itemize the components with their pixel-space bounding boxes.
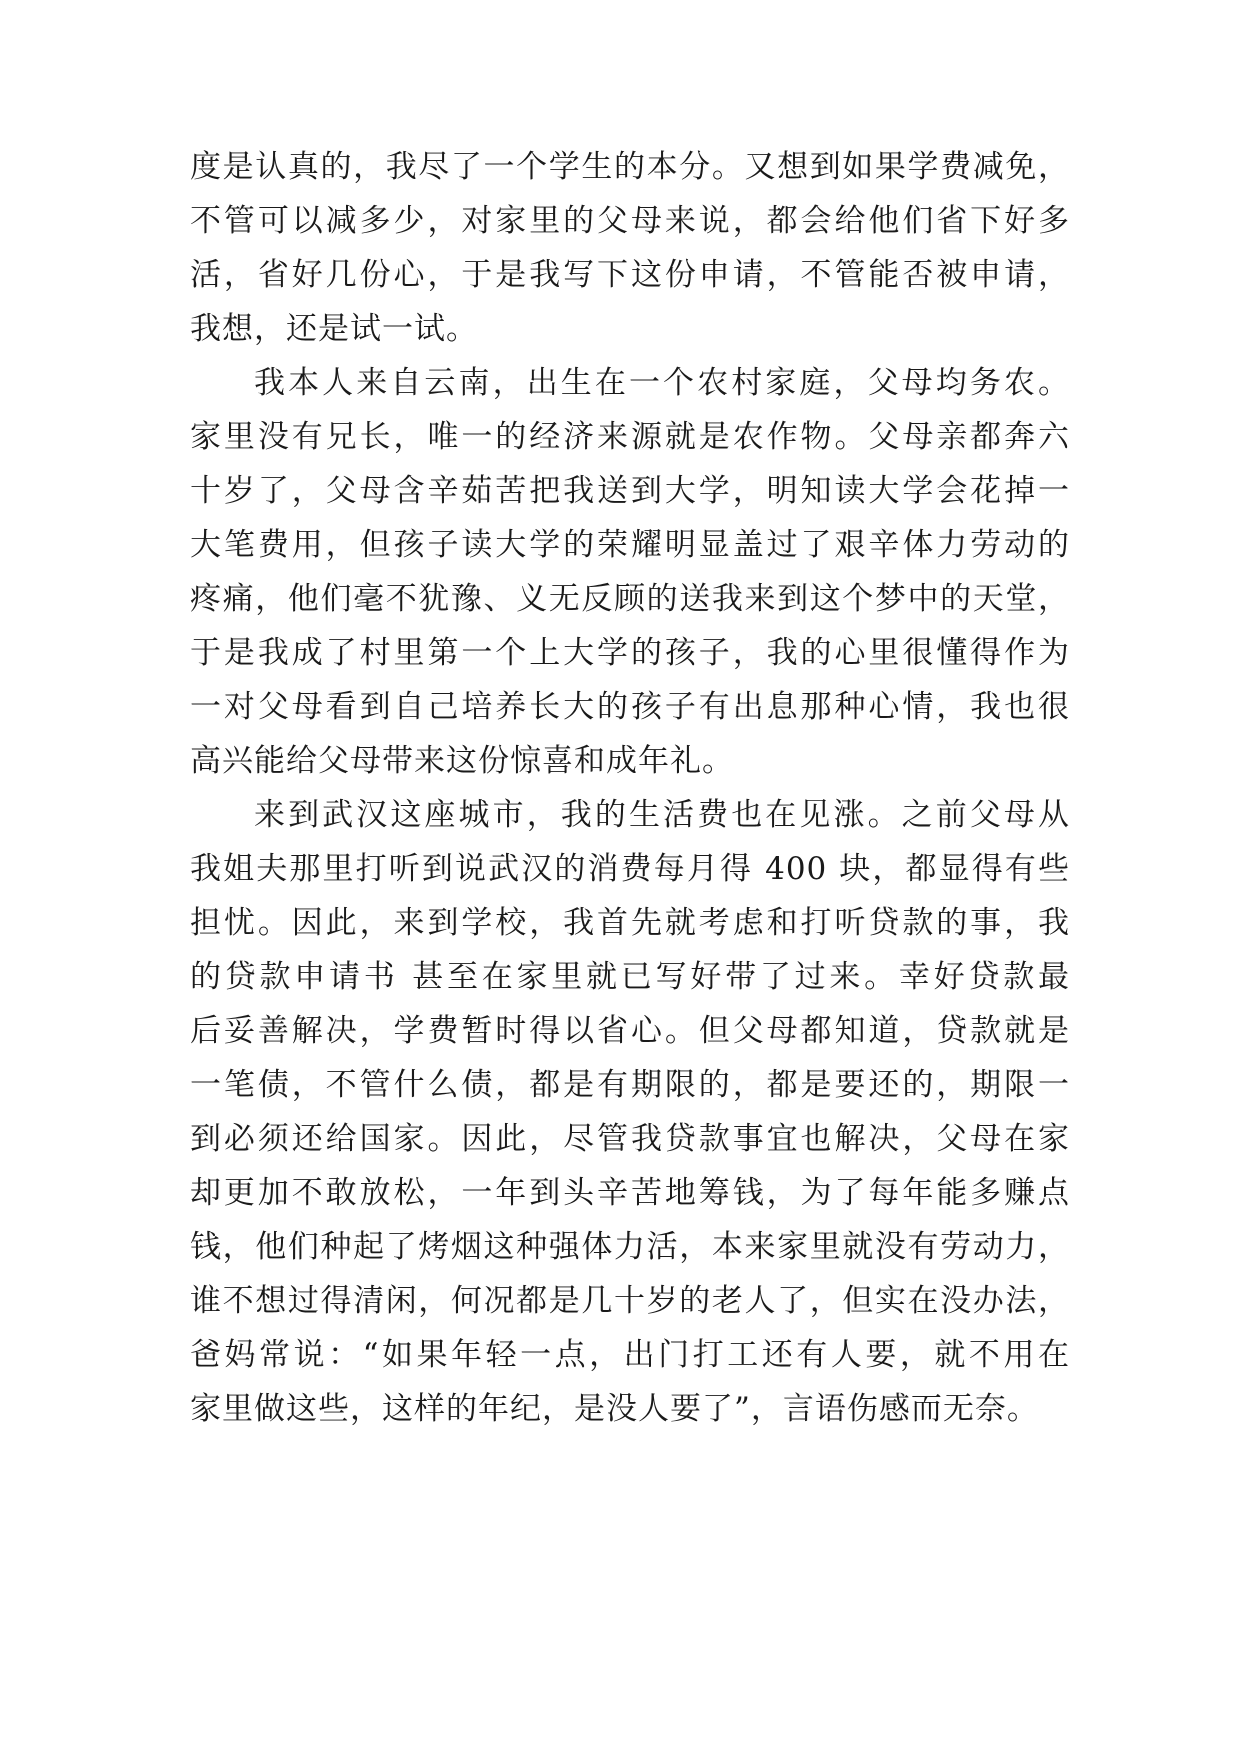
paragraph-3-line-11: 爸妈常说：“如果年轻一点，出门打工还有人要，就不用在: [190, 1337, 1070, 1373]
paragraph-3-line-2: 我姐夫那里打听到说武汉的消费每月得 400 块，都显得有些: [190, 851, 1070, 887]
paragraph-1-line-1: 度是认真的，我尽了一个学生的本分。又想到如果学费减免，: [190, 149, 1070, 185]
paragraph-2-line-8: 高兴能给父母带来这份惊喜和成年礼。: [190, 743, 734, 779]
body-text: [190, 140, 1070, 1436]
paragraph-3-line-12: 家里做这些，这样的年纪，是没人要了”，言语伤感而无奈。: [190, 1391, 1039, 1427]
paragraph-1-line-3: 活，省好几份心，于是我写下这份申请，不管能否被申请，: [190, 257, 1070, 293]
paragraph-3-line-10: 谁不想过得清闲，何况都是几十岁的老人了，但实在没办法，: [190, 1283, 1070, 1319]
paragraph-3-line-3: 担忧。因此，来到学校，我首先就考虑和打听贷款的事，我: [190, 905, 1070, 941]
paragraph-2-line-3: 十岁了，父母含辛茹苦把我送到大学，明知读大学会花掉一: [190, 473, 1070, 509]
paragraph-3-line-1: 来到武汉这座城市，我的生活费也在见涨。之前父母从: [254, 797, 1070, 833]
paragraph-1-line-4: 我想，还是试一试。: [190, 311, 478, 347]
paragraph-2-line-7: 一对父母看到自己培养长大的孩子有出息那种心情，我也很: [190, 689, 1070, 725]
paragraph-3-line-4: 的贷款申请书 甚至在家里就已写好带了过来。幸好贷款最: [190, 959, 1070, 995]
paragraph-3-line-9: 钱，他们种起了烤烟这种强体力活，本来家里就没有劳动力，: [190, 1229, 1070, 1265]
paragraph-3-line-6: 一笔债，不管什么债，都是有期限的，都是要还的，期限一: [190, 1067, 1070, 1103]
paragraph-2-line-5: 疼痛，他们毫不犹豫、义无反顾的送我来到这个梦中的天堂，: [190, 581, 1070, 617]
paragraph-1-line-2: 不管可以减多少，对家里的父母来说，都会给他们省下好多: [190, 203, 1070, 239]
paragraph-3-line-8: 却更加不敢放松，一年到头辛苦地筹钱，为了每年能多赚点: [190, 1175, 1070, 1211]
paragraph-2-line-2: 家里没有兄长，唯一的经济来源就是农作物。父母亲都奔六: [190, 419, 1070, 455]
paragraph-2-line-1: 我本人来自云南，出生在一个农村家庭，父母均务农。: [254, 365, 1070, 401]
paragraph-3-line-5: 后妥善解决，学费暂时得以省心。但父母都知道，贷款就是: [190, 1013, 1070, 1049]
paragraph-3-line-7: 到必须还给国家。因此，尽管我贷款事宜也解决，父母在家: [190, 1121, 1070, 1157]
paragraph-2-line-4: 大笔费用，但孩子读大学的荣耀明显盖过了艰辛体力劳动的: [190, 527, 1070, 563]
paragraph-2-line-6: 于是我成了村里第一个上大学的孩子，我的心里很懂得作为: [190, 635, 1070, 671]
